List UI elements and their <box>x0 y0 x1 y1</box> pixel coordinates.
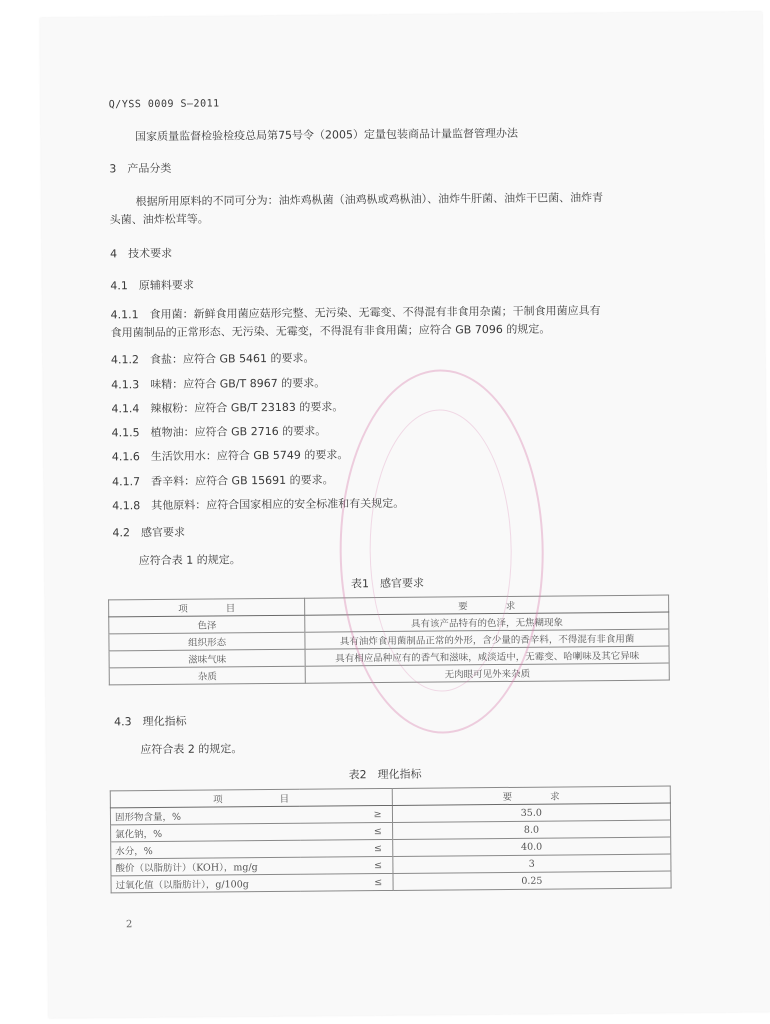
table-header-cell: 项 目 <box>110 788 392 807</box>
physicochemical-indicators-table <box>110 786 672 894</box>
section-item: 4.1.5 植物油：应符合 GB 2716 的要求。 <box>111 424 327 440</box>
table-cell: 色泽 <box>109 615 305 634</box>
table-1-caption: 表1 感官要求 <box>350 576 425 591</box>
table-cell: 杂质 <box>109 666 305 685</box>
table-row <box>111 871 671 893</box>
table-cell: 无肉眼可见外来杂质 <box>305 663 669 683</box>
table-cell: 组织形态 <box>109 632 305 651</box>
section-3-paragraph-line-1: 根据所用原料的不同可分为：油炸鸡枞菌（油鸡枞或鸡枞油）、油炸牛肝菌、油炸干巴菌、油炸青 <box>135 191 604 209</box>
table-cell: 35.0 <box>392 803 670 822</box>
section-4-1-1-line-2: 食用菌制品的正常形态、无污染、无霉变，不得混有非食用菌；应符合 GB 7096 的规定。 <box>110 322 551 340</box>
table-header-cell: 要 求 <box>305 595 669 615</box>
section-4-heading: 4 技术要求 <box>110 246 173 261</box>
table-cell: 具有该产品特有的色泽，无焦糊现象 <box>305 612 669 632</box>
section-4-3-heading: 4.3 理化指标 <box>114 714 187 729</box>
table-cell: 酸价（以脂肪计）（KOH），mg/g <box>111 857 301 876</box>
table-cell-operator: ≤ <box>301 856 393 874</box>
page-number: 2 <box>125 919 133 931</box>
section-item: 4.1.2 食盐：应符合 GB 5461 的要求。 <box>110 351 315 367</box>
table-cell: 40.0 <box>392 837 670 856</box>
section-4-1-1-line-1: 4.1.1 食用菌：新鲜食用菌应菇形完整、无污染、无霉变、不得混有非食用杂菌；干制食用菌应具有 <box>110 304 601 322</box>
reference-line: 国家质量监督检验检疫总局第75号令（2005）定量包装商品计量监督管理办法 <box>134 126 519 144</box>
section-4-2-text: 应符合表 1 的规定。 <box>138 553 241 568</box>
table-cell: 水分，% <box>111 840 301 859</box>
table-cell: 过氧化值（以脂肪计），g/100g <box>111 874 301 893</box>
table-2-caption: 表2 理化指标 <box>348 767 422 782</box>
section-item: 4.1.8 其他原料：应符合国家相应的安全标准和有关规定。 <box>112 496 405 513</box>
table-cell: 具有油炸食用菌制品正常的外形，含少量的香辛料，不得混有非食用菌 <box>305 629 669 649</box>
section-item: 4.1.4 辣椒粉：应符合 GB/T 23183 的要求。 <box>111 400 344 416</box>
table-cell: 固形物含量，% <box>110 806 300 825</box>
document-page <box>40 12 770 1018</box>
section-4-3-text: 应符合表 2 的规定。 <box>140 742 243 757</box>
section-item: 4.1.7 香辛料：应符合 GB 15691 的要求。 <box>111 473 334 489</box>
section-3-heading: 3 产品分类 <box>109 161 172 176</box>
table-cell-operator: ≤ <box>301 839 393 857</box>
table-cell-operator: ≥ <box>300 805 392 823</box>
table-cell: 滋味气味 <box>109 649 305 668</box>
table-cell-operator: ≤ <box>300 822 392 840</box>
standard-code: Q/YSS 0009 S—2011 <box>108 98 220 111</box>
table-cell: 3 <box>392 854 670 873</box>
table-header-cell: 项 目 <box>109 598 305 617</box>
table-cell: 具有相应品种应有的香气和滋味，咸淡适中，无霉变、哈喇味及其它异味 <box>305 646 669 666</box>
section-item: 4.1.6 生活饮用水：应符合 GB 5749 的要求。 <box>111 448 349 464</box>
section-4-1-heading: 4.1 原辅料要求 <box>110 278 194 293</box>
table-cell-operator: ≤ <box>301 873 393 891</box>
section-4-2-heading: 4.2 感官要求 <box>112 525 186 540</box>
table-cell: 8.0 <box>392 820 670 839</box>
section-item: 4.1.3 味精：应符合 GB/T 8967 的要求。 <box>111 376 326 392</box>
section-3-paragraph-line-2: 头菌、油炸松茸等。 <box>109 212 209 227</box>
table-cell: 0.25 <box>393 871 671 890</box>
table-cell: 氯化钠，% <box>111 823 301 842</box>
table-header-cell: 要 求 <box>392 786 670 805</box>
